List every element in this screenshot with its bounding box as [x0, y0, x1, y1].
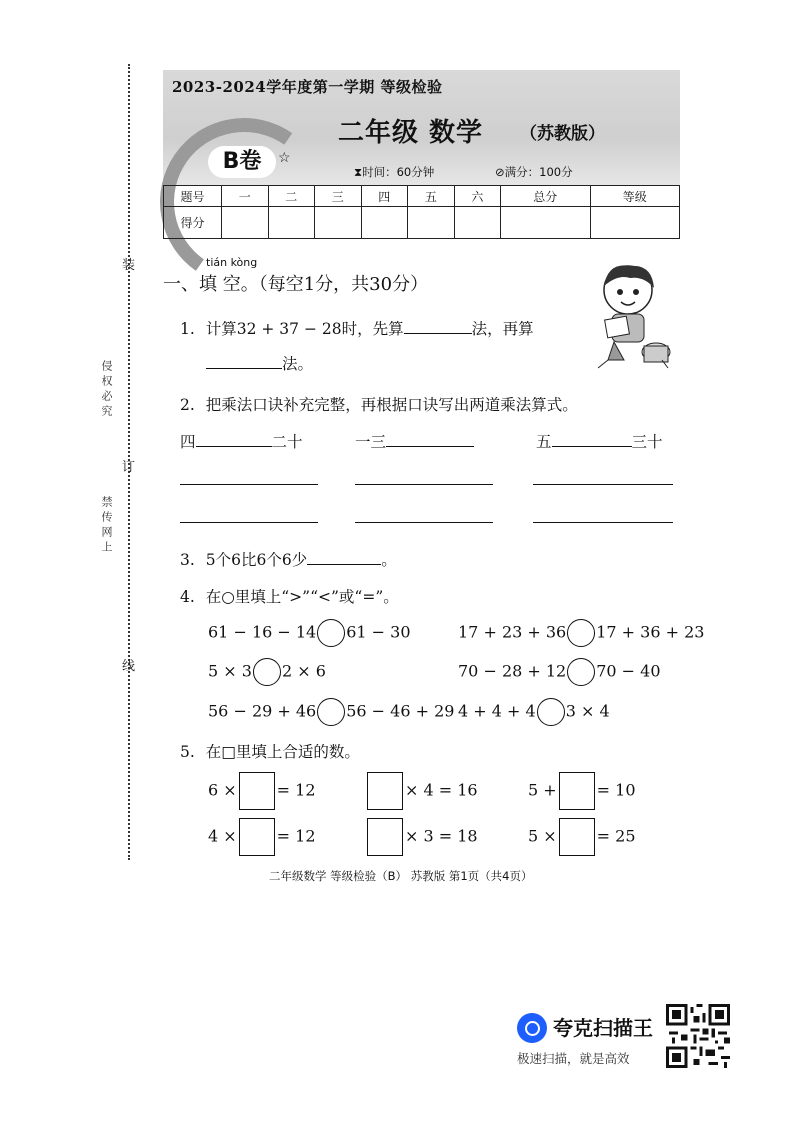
q4-text: 在○里填上“>”“<”或“=”。: [205, 588, 399, 606]
answer-box[interactable]: [239, 818, 275, 856]
q2-rhyme-c-blank[interactable]: [552, 430, 632, 447]
q1-blank-1[interactable]: [404, 317, 472, 334]
fill-box-item: [208, 772, 316, 810]
time-info: [354, 164, 434, 180]
score-header-cell: 二: [268, 186, 315, 207]
compare-circle[interactable]: [317, 698, 345, 726]
compare-left: 5 × 3: [208, 661, 252, 681]
fill-box-item: [365, 818, 478, 856]
score-table: [163, 185, 680, 239]
score-row-label: 得分: [164, 207, 222, 239]
score-header-cell: 一: [222, 186, 269, 207]
q2-answer-line[interactable]: [533, 484, 673, 485]
compare-item: [208, 658, 326, 686]
score-cell[interactable]: [408, 207, 455, 239]
q3-text-b: 。: [381, 551, 397, 569]
q2-rhyme-c: [536, 430, 663, 452]
q2-answer-line[interactable]: [180, 522, 318, 523]
q2-text: 把乘法口诀补充完整，再根据口诀写出两道乘法算式。: [205, 396, 578, 414]
q3: [180, 548, 397, 570]
score-cell[interactable]: [590, 207, 680, 239]
q4-prompt: [180, 585, 399, 607]
fill-before: 5 +: [528, 780, 557, 800]
score-header-cell: 六: [454, 186, 501, 207]
q5-prompt: [180, 740, 360, 762]
answer-box[interactable]: [239, 772, 275, 810]
q2-rhyme-c-left: 五: [536, 433, 552, 451]
heading-pinyin: tián kòng: [206, 256, 258, 269]
compare-right: 61 − 30: [346, 622, 411, 642]
answer-box[interactable]: [367, 772, 403, 810]
compare-right: 17 + 36 + 23: [596, 622, 705, 642]
edition-label: （苏教版）: [520, 124, 605, 144]
compare-right: 2 × 6: [281, 661, 326, 681]
q2-answer-line[interactable]: [533, 522, 673, 523]
q5-text: 在□里填上合适的数。: [205, 743, 360, 761]
score-header-cell: 题号: [164, 186, 222, 207]
q2-answer-line[interactable]: [355, 484, 493, 485]
q2-rhyme-b: [355, 430, 474, 452]
q3-number: 3.: [180, 551, 195, 569]
q2-answer-line[interactable]: [355, 522, 493, 523]
check-circle-icon: ⊘: [495, 165, 505, 179]
score-cell[interactable]: [315, 207, 362, 239]
q2-rhyme-b-blank[interactable]: [386, 430, 474, 447]
full-score-text: 满分：100分: [504, 165, 573, 179]
score-header-cell: 三: [315, 186, 362, 207]
exam-term-title: 2023-2024学年度第一学期 等级检验: [172, 78, 443, 96]
binding-char-xian: 线: [122, 659, 136, 674]
paper-label: B卷: [208, 146, 276, 178]
fill-box-item: [365, 772, 478, 810]
q1-number: 1.: [180, 320, 195, 338]
answer-box[interactable]: [367, 818, 403, 856]
compare-item: [458, 619, 704, 647]
q2-rhyme-a-blank[interactable]: [196, 430, 272, 447]
quark-logo-icon: [517, 1013, 547, 1043]
answer-box[interactable]: [559, 772, 595, 810]
q1-line1: [180, 317, 534, 339]
score-header-cell: 等级: [590, 186, 680, 207]
binding-notice-bottom: 禁传网上: [100, 496, 113, 556]
compare-item: [208, 619, 411, 647]
star-icon: ☆: [278, 150, 291, 166]
compare-right: 56 − 46 + 29: [346, 701, 455, 721]
score-cell[interactable]: [361, 207, 408, 239]
q3-text-a: 5个6比6个6少: [205, 551, 308, 569]
compare-item: [458, 698, 610, 726]
compare-circle[interactable]: [567, 619, 595, 647]
score-header-cell: 总分: [501, 186, 590, 207]
fill-after: × 4 = 16: [405, 780, 478, 800]
scanner-app-name: 夸克扫描王: [553, 1016, 653, 1040]
q3-blank[interactable]: [307, 548, 381, 565]
scanner-slogan: 极速扫描，就是高效: [517, 1051, 630, 1066]
fill-after: = 25: [596, 826, 636, 846]
q2-rhyme-a-right: 二十: [271, 433, 303, 451]
score-cell[interactable]: [454, 207, 501, 239]
qr-code-icon: [666, 1004, 730, 1068]
q1-text-b: 法，再算: [471, 320, 534, 338]
compare-item: [458, 658, 661, 686]
q2-rhyme-b-left: 一三: [355, 433, 387, 451]
fill-box-item: [208, 818, 316, 856]
time-text: 时间：60分钟: [362, 165, 435, 179]
q1-text-a: 计算32 + 37 − 28时，先算: [205, 320, 404, 338]
compare-right: 70 − 40: [596, 661, 661, 681]
score-header-cell: 四: [361, 186, 408, 207]
compare-circle[interactable]: [317, 619, 345, 647]
compare-right: 3 × 4: [565, 701, 610, 721]
binding-char-ding: 订: [122, 460, 136, 475]
score-cell[interactable]: [222, 207, 269, 239]
compare-left: 17 + 23 + 36: [458, 622, 567, 642]
compare-left: 61 − 16 − 14: [208, 622, 317, 642]
score-cell[interactable]: [268, 207, 315, 239]
fill-before: 4 ×: [208, 826, 237, 846]
compare-item: [208, 698, 454, 726]
q2-rhyme-a: [180, 430, 303, 452]
q1-blank-2[interactable]: [206, 352, 282, 369]
q2-prompt: [180, 393, 578, 415]
score-info: [495, 164, 573, 180]
compare-left: 4 + 4 + 4: [458, 701, 536, 721]
compare-left: 56 − 29 + 46: [208, 701, 317, 721]
compare-circle[interactable]: [567, 658, 595, 686]
boy-reading-illustration: [578, 260, 682, 372]
score-cell[interactable]: [501, 207, 590, 239]
q2-rhyme-a-left: 四: [180, 433, 196, 451]
fill-after: = 10: [596, 780, 636, 800]
q2-number: 2.: [180, 396, 195, 414]
binding-char-zhuang: 装: [122, 258, 136, 273]
q1-line2: [206, 352, 313, 374]
fill-after: = 12: [276, 826, 316, 846]
fill-box-item: [528, 818, 636, 856]
hourglass-icon: ⧗: [354, 165, 363, 179]
section-heading: 一、填 空。（每空1分，共30分）: [163, 274, 429, 295]
q1-text-c: 法。: [282, 355, 314, 373]
fill-before: 6 ×: [208, 780, 237, 800]
fill-after: = 12: [276, 780, 316, 800]
binding-notice-top: 侵权必究: [100, 360, 113, 420]
fill-box-item: [528, 772, 636, 810]
compare-left: 70 − 28 + 12: [458, 661, 567, 681]
q2-rhyme-c-right: 三十: [631, 433, 663, 451]
q4-number: 4.: [180, 588, 195, 606]
fill-after: × 3 = 18: [405, 826, 478, 846]
answer-box[interactable]: [559, 818, 595, 856]
fill-before: 5 ×: [528, 826, 557, 846]
q5-number: 5.: [180, 743, 195, 761]
compare-circle[interactable]: [537, 698, 565, 726]
q2-answer-line[interactable]: [180, 484, 318, 485]
page-title: 二年级 数学: [338, 118, 484, 148]
score-header-cell: 五: [408, 186, 455, 207]
compare-circle[interactable]: [253, 658, 281, 686]
page-footer: 二年级数学 等级检验（B） 苏教版 第1页（共4页）: [269, 869, 533, 883]
